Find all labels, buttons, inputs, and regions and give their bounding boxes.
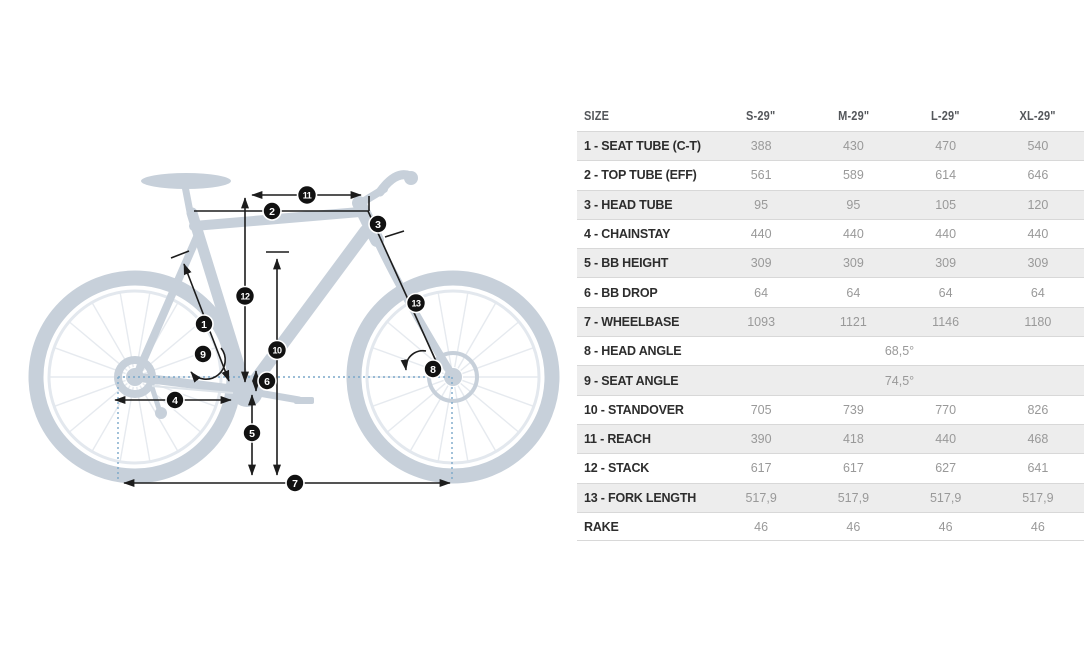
row-label: 8 - HEAD ANGLE	[584, 344, 682, 359]
row-value-merged: 74,5°	[884, 373, 915, 388]
svg-text:13: 13	[411, 298, 421, 309]
badge-wheelbase	[286, 474, 304, 492]
row-value: 646	[1027, 168, 1049, 183]
row-value: 309	[842, 256, 864, 271]
table-row	[577, 277, 1084, 306]
badge-seat-tube	[195, 315, 213, 333]
row-value-merged: 68,5°	[884, 344, 915, 359]
seatstay-tube	[136, 237, 197, 377]
row-label: 7 - WHEELBASE	[584, 314, 680, 329]
row-value: 561	[750, 168, 772, 183]
row-value: 120	[1027, 197, 1049, 212]
saddle	[141, 173, 231, 189]
badge-bb-drop	[258, 372, 276, 390]
row-value: 309	[750, 256, 772, 271]
row-value: 309	[1027, 256, 1049, 271]
row-value: 589	[842, 168, 864, 183]
table-row	[577, 395, 1084, 424]
derailleur-pulley	[155, 407, 167, 419]
row-value: 440	[750, 227, 772, 242]
table-row	[577, 248, 1084, 277]
row-label: 4 - CHAINSTAY	[584, 227, 671, 242]
row-value: 390	[750, 432, 772, 447]
row-value: 46	[754, 519, 769, 534]
badge-reach	[298, 186, 317, 205]
table-row	[577, 160, 1084, 189]
col-header-l29: L-29"	[931, 108, 960, 123]
row-value: 517,9	[929, 490, 962, 505]
row-value: 470	[935, 139, 957, 154]
row-value: 641	[1027, 461, 1049, 476]
table-row	[577, 307, 1084, 336]
svg-text:12: 12	[240, 291, 250, 302]
row-value: 1146	[932, 314, 960, 329]
row-label: 10 - STANDOVER	[584, 402, 684, 417]
col-header-s29: S-29"	[746, 108, 776, 123]
col-header-m29: M-29"	[837, 108, 869, 123]
row-value: 627	[935, 461, 957, 476]
row-value: 46	[938, 519, 953, 534]
badge-stack	[236, 287, 255, 306]
row-label: 1 - SEAT TUBE (C-T)	[584, 139, 701, 154]
col-header-xl29: XL-29"	[1019, 108, 1056, 123]
svg-text:2: 2	[269, 206, 275, 218]
row-value: 1121	[839, 314, 867, 329]
row-value: 46	[846, 519, 861, 534]
badge-seat-angle	[194, 345, 212, 363]
badge-bb-height	[243, 424, 261, 442]
table-row	[577, 483, 1084, 512]
row-value: 64	[754, 285, 769, 300]
row-value: 517,9	[745, 490, 777, 505]
row-value: 46	[1030, 519, 1045, 534]
row-value: 105	[935, 197, 957, 212]
row-label: 13 - FORK LENGTH	[584, 490, 697, 505]
badge-head-angle	[424, 360, 442, 378]
table-row	[577, 190, 1084, 219]
badge-top-tube	[263, 202, 281, 220]
svg-text:1: 1	[201, 319, 207, 331]
row-value: 517,9	[837, 490, 870, 505]
row-value: 309	[935, 256, 957, 271]
row-value: 617	[842, 461, 864, 476]
svg-text:9: 9	[200, 349, 206, 361]
table-row	[577, 512, 1084, 541]
svg-text:10: 10	[272, 345, 282, 356]
row-value: 770	[935, 402, 957, 417]
table-body	[577, 131, 1084, 541]
row-value: 468	[1027, 432, 1049, 447]
row-value: 614	[935, 168, 957, 183]
row-value: 1180	[1024, 314, 1052, 329]
badge-fork-length	[407, 294, 426, 313]
row-value: 440	[935, 227, 957, 242]
row-value: 440	[842, 227, 864, 242]
row-value: 440	[935, 432, 957, 447]
row-label: 9 - SEAT ANGLE	[584, 373, 679, 388]
badge-head-tube	[369, 215, 387, 233]
table-row	[577, 365, 1084, 394]
svg-text:5: 5	[249, 428, 255, 440]
badge-chainstay	[166, 391, 184, 409]
table-row	[577, 131, 1084, 160]
row-value: 95	[846, 197, 861, 212]
row-value: 617	[750, 461, 772, 476]
seatpost	[185, 186, 190, 212]
row-value: 388	[750, 139, 772, 154]
row-value: 705	[750, 402, 772, 417]
row-label: RAKE	[584, 519, 619, 534]
svg-text:4: 4	[172, 395, 178, 407]
row-value: 430	[842, 139, 864, 154]
row-value: 64	[1030, 285, 1045, 300]
row-value: 517,9	[1022, 490, 1054, 505]
row-label: 3 - HEAD TUBE	[584, 197, 673, 212]
table-row	[577, 453, 1084, 482]
row-value: 95	[754, 197, 769, 212]
table-row	[577, 336, 1084, 365]
row-label: 5 - BB HEIGHT	[584, 256, 669, 271]
geometry-table	[577, 100, 1084, 541]
row-value: 418	[842, 432, 864, 447]
row-label: 12 - STACK	[584, 461, 650, 476]
grip	[404, 171, 418, 185]
col-header-size: SIZE	[584, 108, 610, 123]
row-label: 11 - REACH	[584, 432, 651, 447]
svg-text:3: 3	[375, 219, 381, 231]
row-label: 6 - BB DROP	[584, 285, 658, 300]
row-label: 2 - TOP TUBE (EFF)	[584, 168, 697, 183]
bike-silhouette	[36, 171, 552, 476]
svg-text:7: 7	[292, 478, 298, 490]
row-value: 826	[1027, 402, 1049, 417]
row-value: 440	[1027, 227, 1049, 242]
row-value: 64	[846, 285, 861, 300]
pedal	[294, 397, 314, 404]
table-row	[577, 424, 1084, 453]
table-row	[577, 219, 1084, 248]
row-value: 540	[1027, 139, 1049, 154]
row-value: 739	[842, 402, 864, 417]
row-value: 64	[938, 285, 953, 300]
badge-standover	[268, 341, 287, 360]
row-value: 1093	[747, 314, 776, 329]
table-header	[577, 100, 1084, 131]
svg-text:8: 8	[430, 364, 436, 376]
svg-text:6: 6	[264, 376, 270, 388]
svg-text:11: 11	[302, 190, 312, 201]
